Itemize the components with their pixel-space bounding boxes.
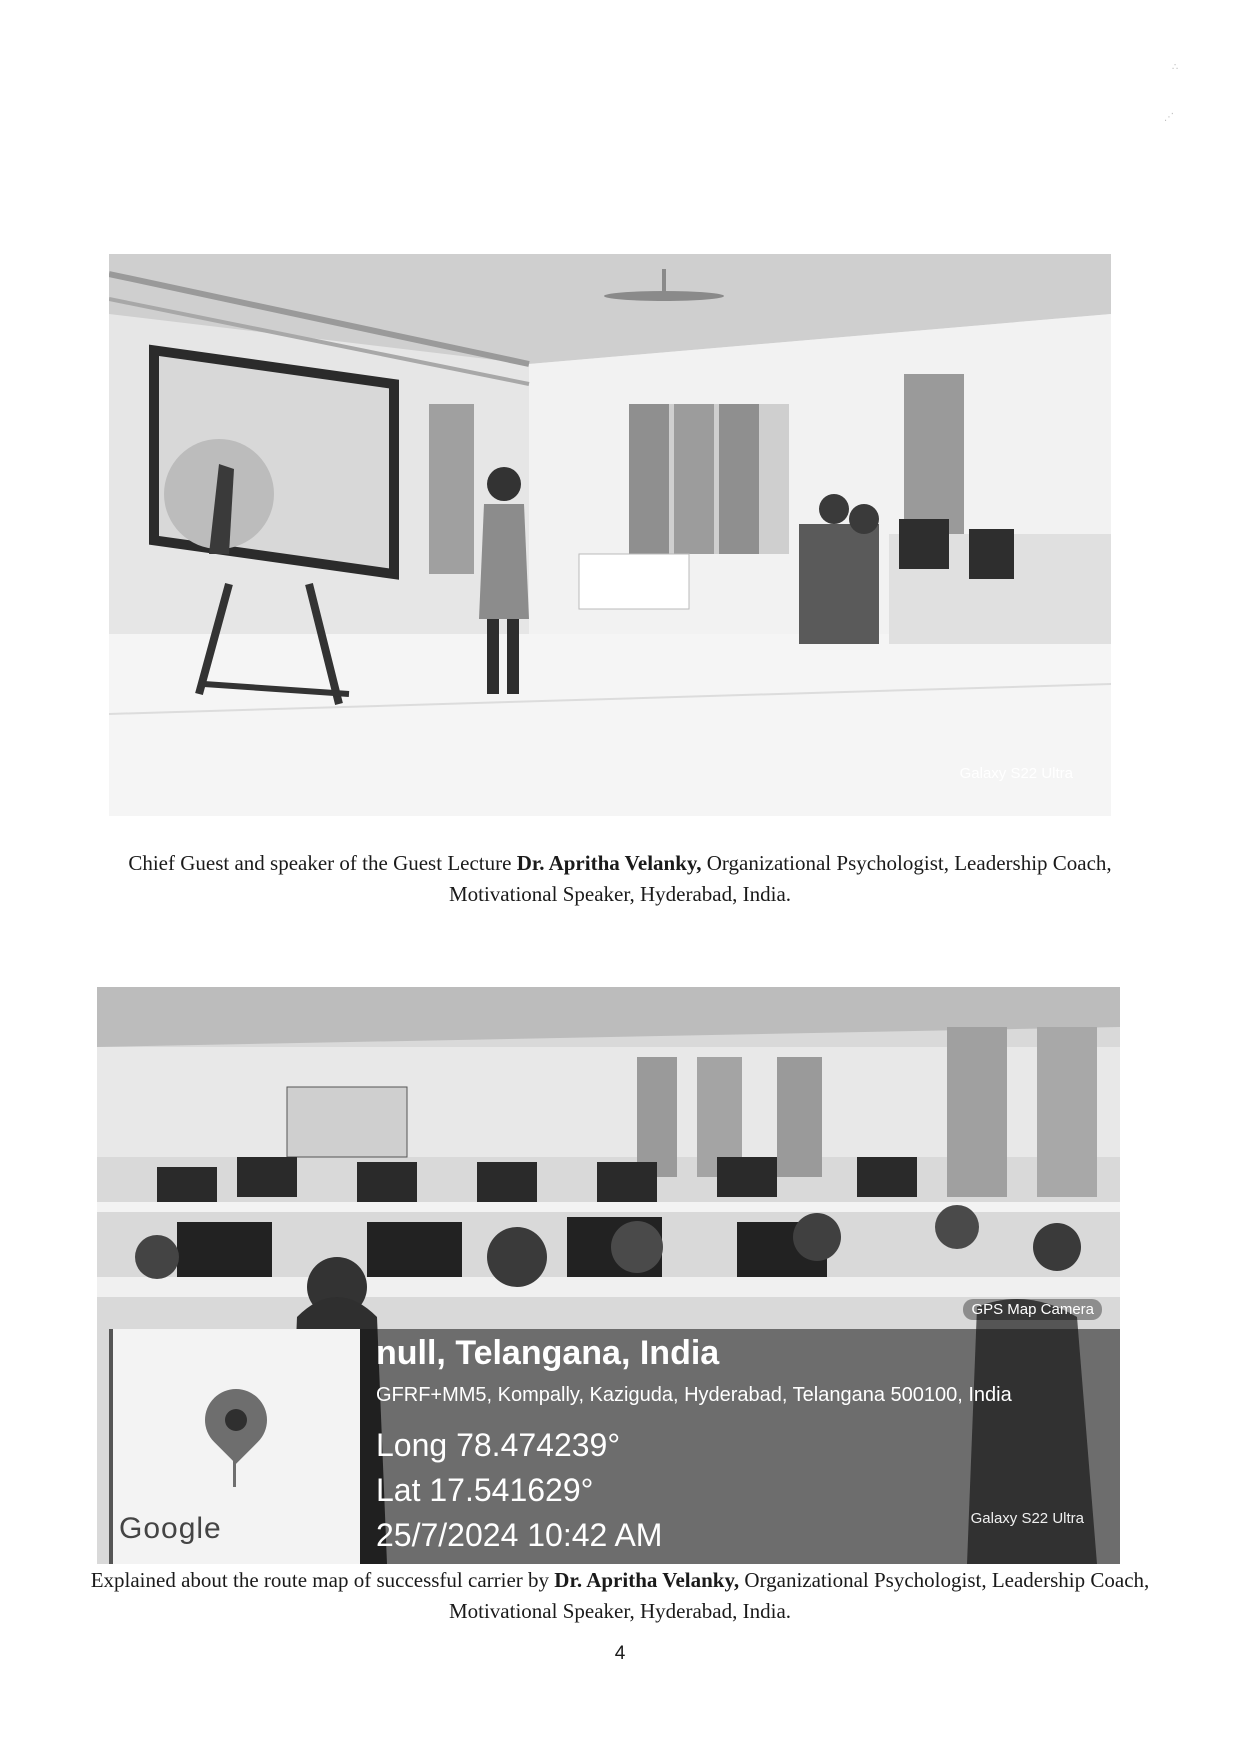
- photo-caption: [60, 1565, 1180, 1627]
- map-pin-icon: [192, 1376, 280, 1464]
- lecture-photo: [109, 254, 1111, 816]
- scan-speck: ⋰: [1164, 112, 1174, 123]
- photo-watermark: Galaxy S22 Ultra: [959, 765, 1073, 782]
- gps-info-panel: [360, 1329, 1120, 1564]
- longitude-readout: Long 78.474239°: [376, 1427, 621, 1463]
- map-pin-tail: [233, 1447, 236, 1487]
- caption-text: Explained about the route map of successful carrier by: [90, 1568, 555, 1592]
- map-logo: Google: [119, 1512, 222, 1545]
- speaker-name: Dr. Apritha Velanky,: [516, 851, 702, 875]
- lab-photo: [97, 987, 1120, 1564]
- scan-speck: ∴: [1172, 62, 1179, 73]
- location-address: GFRF+MM5, Kompally, Kaziguda, Hyderabad, Telangana 500100, India: [376, 1384, 1012, 1406]
- caption-text: Organizational Psychologist, Leadership Coach, Motivational Speaker, Hyderabad, India.: [448, 1568, 1150, 1623]
- speaker-name: Dr. Apritha Velanky,: [554, 1568, 740, 1592]
- lecture-photo-scene: [109, 254, 1111, 816]
- caption-text: Organizational Psychologist, Leadership Coach, Motivational Speaker, Hyderabad, India.: [448, 851, 1112, 906]
- caption-text: Chief Guest and speaker of the Guest Lecture: [128, 851, 517, 875]
- photo-watermark: Galaxy S22 Ultra: [970, 1510, 1084, 1527]
- latitude-readout: Lat 17.541629°: [376, 1472, 594, 1508]
- gps-camera-badge: GPS Map Camera: [963, 1299, 1102, 1320]
- timestamp: 25/7/2024 10:42 AM: [376, 1517, 663, 1553]
- page-number: 4: [614, 1643, 626, 1664]
- gps-map-thumbnail: [109, 1329, 360, 1564]
- photo-caption: [80, 848, 1160, 910]
- location-title: null, Telangana, India: [376, 1334, 720, 1372]
